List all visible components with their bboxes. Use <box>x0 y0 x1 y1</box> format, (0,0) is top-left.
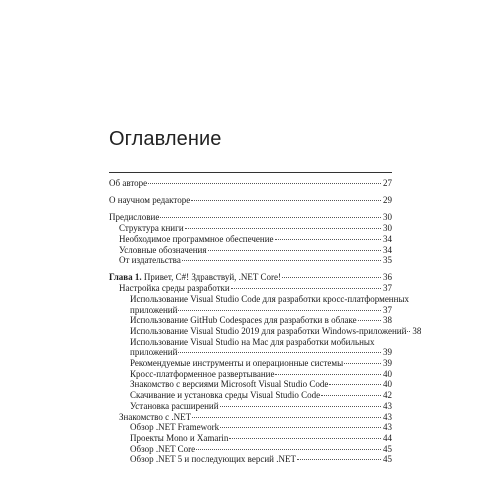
toc-entry-title: Предисловие <box>109 212 160 223</box>
toc-entry-page: 30 <box>383 223 392 234</box>
toc-entry-page: 44 <box>383 432 392 443</box>
toc-entry-about-author[interactable] <box>109 178 392 189</box>
dot-leader <box>178 310 381 311</box>
toc-entry-extensions[interactable] <box>109 401 392 412</box>
dot-leader <box>275 374 381 375</box>
toc-entry-page: 40 <box>383 379 392 390</box>
dot-leader <box>282 277 381 278</box>
toc-entry-preface[interactable] <box>109 212 392 223</box>
toc-entry-page: 38 <box>412 325 422 336</box>
toc-entry-vscode-install[interactable] <box>109 390 392 401</box>
toc-entry-title: Проекты Mono и Xamarin <box>130 432 229 443</box>
dot-leader <box>196 449 381 450</box>
toc-entry-page: 34 <box>383 244 392 255</box>
toc-entry-title: Скачивание и установка среды Visual Studio Code <box>130 390 321 401</box>
toc-entry-title: От издательства <box>119 255 181 266</box>
dot-leader <box>297 459 381 460</box>
toc-entry-title: Необходимое программное обеспечение <box>119 233 274 244</box>
toc-entry-page: 37 <box>383 304 392 315</box>
heading-rule <box>109 172 392 173</box>
toc-entry-vscode-versions[interactable] <box>109 379 392 390</box>
toc-entry-mono-xamarin[interactable] <box>109 433 392 444</box>
toc-entry-title-line1: Использование Visual Studio на Mac для разработки мобильных <box>130 336 375 347</box>
toc-entry-title: Использование GitHub Codespaces для разработки в облаке <box>130 315 357 326</box>
dot-leader <box>220 427 381 428</box>
dot-leader <box>185 228 381 229</box>
toc-entry-page: 29 <box>383 195 392 206</box>
dot-leader <box>191 200 381 201</box>
toc-entry-page: 42 <box>383 390 392 401</box>
toc-entry-page: 43 <box>383 411 392 422</box>
dot-leader <box>148 183 381 184</box>
dot-leader <box>192 417 381 418</box>
toc-entry-vscode-crossplatform[interactable] <box>109 293 409 315</box>
toc-entry-page: 39 <box>383 358 392 369</box>
toc-entry-page: 37 <box>383 283 392 294</box>
toc-entry-title: О научном редакторе <box>109 195 191 206</box>
toc-entry-publisher[interactable] <box>109 255 392 266</box>
dot-leader <box>178 352 381 353</box>
toc-entry-page: 35 <box>383 255 392 266</box>
toc-entry-title: Установка расширений <box>130 400 219 411</box>
toc-entry-title-line1: Использование Visual Studio Code для разработки кросс-платформенных <box>130 293 409 304</box>
toc-entry-title: Обзор .NET 5 и последующих версий .NET <box>130 454 296 465</box>
toc-entry-title: Знакомство с .NET <box>119 411 192 422</box>
dot-leader <box>329 384 381 385</box>
dot-leader <box>358 320 381 321</box>
toc-entry-page: 45 <box>383 454 392 465</box>
toc-entry-page: 40 <box>383 368 392 379</box>
toc-entry-book-structure[interactable] <box>109 223 392 234</box>
dot-leader <box>344 363 381 364</box>
toc-entry-title: Кросс-платформенное развертывание <box>130 368 275 379</box>
toc-entry-page: 34 <box>383 233 392 244</box>
toc-entry-conventions[interactable] <box>109 245 392 256</box>
dot-leader <box>407 331 410 332</box>
toc-entry-title: Рекомендуемые инструменты и операционные системы <box>130 358 344 369</box>
toc-entry-title: Обзор .NET Framework <box>130 422 220 433</box>
toc-entry-software[interactable] <box>109 234 392 245</box>
dot-leader <box>160 217 381 218</box>
chapter-label: Глава 1. <box>109 272 142 283</box>
dot-leader <box>208 250 381 251</box>
dot-leader <box>220 406 381 407</box>
toc-entry-title: Использование Visual Studio 2019 для разработки Windows-приложений <box>130 325 407 336</box>
toc-entry-dotnet5[interactable] <box>109 454 392 465</box>
toc-entry-title: Об авторе <box>109 178 148 188</box>
toc-entry-page: 45 <box>383 443 392 454</box>
toc-entry-title: Обзор .NET Core <box>130 443 196 454</box>
toc-entry-title-line2: приложений <box>130 304 178 315</box>
dot-leader <box>231 288 381 289</box>
toc-entry-page: 43 <box>383 422 392 433</box>
toc-entry-dotnet-intro[interactable] <box>109 412 392 423</box>
table-of-contents <box>109 178 422 465</box>
dot-leader <box>275 239 381 240</box>
dot-leader <box>182 260 381 261</box>
toc-entry-codespaces[interactable] <box>109 315 392 326</box>
toc-entry-crossplatform-deploy[interactable] <box>109 369 392 380</box>
toc-entry-recommended-tools[interactable] <box>109 358 392 369</box>
toc-entry-title: Знакомство с версиями Microsoft Visual Studio Code <box>130 379 329 390</box>
toc-entry-title: Настройка среды разработки <box>119 283 230 294</box>
toc-entry-vs2019[interactable] <box>109 325 422 337</box>
toc-entry-page: 30 <box>383 212 392 223</box>
toc-entry-page: 27 <box>383 178 392 188</box>
toc-entry-dotnet-framework[interactable] <box>109 422 392 433</box>
toc-entry-page: 43 <box>383 400 392 411</box>
toc-entry-title <box>109 272 281 283</box>
toc-entry-chapter-1[interactable] <box>109 272 392 283</box>
toc-entry-vs-mac[interactable] <box>109 337 392 358</box>
toc-entry-title: Условные обозначения <box>119 244 207 255</box>
toc-heading: Оглавление <box>109 128 222 150</box>
toc-entry-page: 39 <box>383 347 392 358</box>
toc-entry-dev-environment[interactable] <box>109 283 392 294</box>
toc-entry-page: 36 <box>383 272 392 283</box>
toc-entry-title: Структура книги <box>119 223 184 234</box>
toc-entry-about-editor[interactable] <box>109 195 392 206</box>
toc-entry-title-line2: приложений <box>130 347 178 358</box>
chapter-title: Привет, C#! Здравствуй, .NET Core! <box>143 272 281 283</box>
toc-entry-page: 38 <box>383 315 392 326</box>
toc-entry-dotnet-core[interactable] <box>109 444 392 455</box>
dot-leader <box>229 438 381 439</box>
dot-leader <box>321 395 381 396</box>
